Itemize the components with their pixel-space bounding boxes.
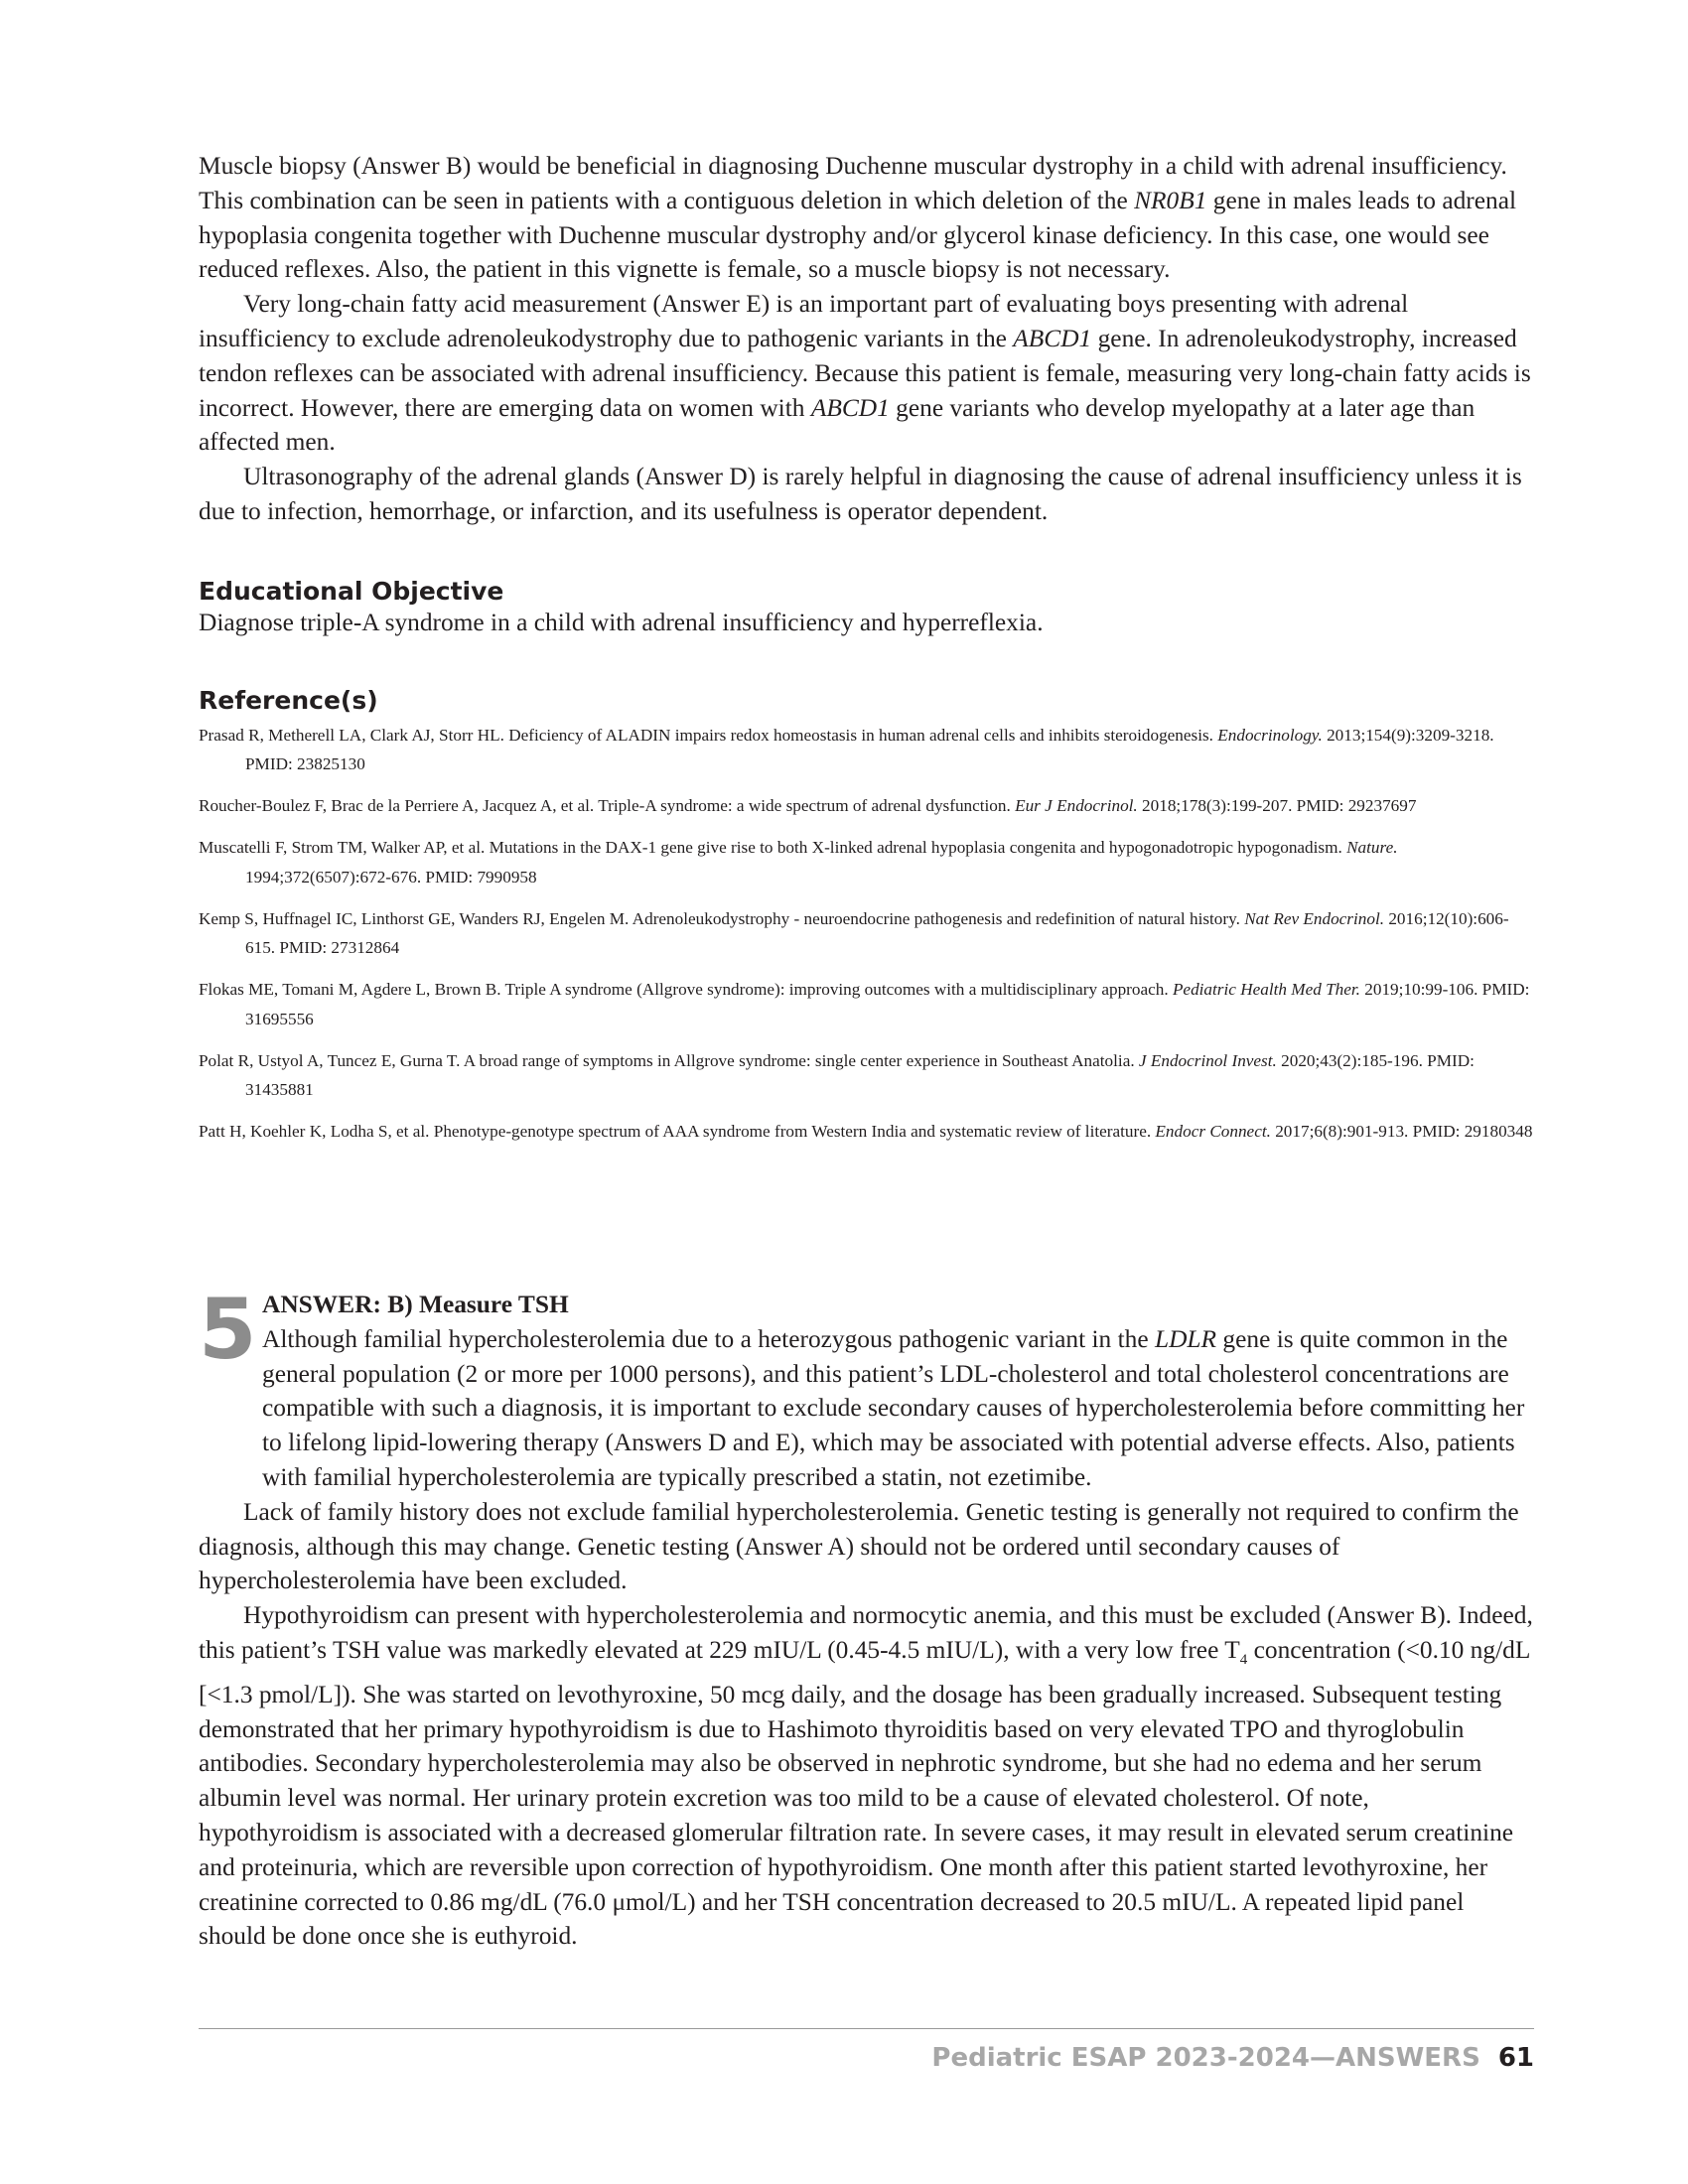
footer-title: Pediatric ESAP 2023-2024—ANSWERS xyxy=(931,2043,1480,2073)
gene-name: LDLR xyxy=(1154,1324,1217,1353)
educational-objective-text: Diagnose triple-A syndrome in a child with adrenal insufficiency and hyperreflexia. xyxy=(199,608,1044,636)
references-heading: Reference(s) xyxy=(199,685,378,715)
educational-objective-heading: Educational Objective xyxy=(199,576,504,606)
reference-item: Flokas ME, Tomani M, Agdere L, Brown B. Triple A syndrome (Allgrove syndrome): improving outcomes with a multidisciplinary approach. Pediatric Health Med Ther. 2019;10:99-106. PMID: 31695556 xyxy=(199,980,1530,1028)
page-content xyxy=(199,149,1534,1159)
reference-item: Muscatelli F, Strom TM, Walker AP, et al. Mutations in the DAX-1 gene give rise to both X-linked adrenal hypoplasia congenita and hypogonadotropic hypogonadism. Nature. 1994;372(6507):672-676. PMID: 7990958 xyxy=(199,838,1398,887)
answer-section xyxy=(199,1281,1534,1954)
reference-item: Roucher-Boulez F, Brac de la Perriere A, Jacquez A, et al. Triple-A syndrome: a wide spectrum of adrenal dysfunction. Eur J Endocrinol. 2018;178(3):199-207. PMID: 29237697 xyxy=(199,796,1417,816)
paragraph-ultrasonography: Ultrasonography of the adrenal glands (Answer D) is rarely helpful in diagnosing the cause of adrenal insufficiency unless it is due to infection, hemorrhage, or infarction, and its usefulness is operator dependent. xyxy=(199,463,1522,525)
reference-item: Prasad R, Metherell LA, Clark AJ, Storr HL. Deficiency of ALADIN impairs redox homeostasis in human adrenal cells and inhibits steroidogenesis. Endocrinology. 2013;154(9):3209-3218. PMID: 23825130 xyxy=(199,725,1494,774)
page-footer xyxy=(931,2043,1534,2073)
answer-title: ANSWER: B) Measure TSH xyxy=(262,1291,569,1318)
answer-paragraph-3: Hypothyroidism can present with hypercholesterolemia and normocytic anemia, and this must be excluded (Answer B). Indeed, this patient’s TSH value was markedly elevated at 229 mIU/L (0.45-4.5 mIU/L), with a very low free $T_4$ concentration (<0.10 ng/dL [<1.3 pmol/L]). She was started on levothyroxine, 50 mcg daily, and the dosage has been gradually increased. Subsequent testing demonstrated that her primary hypothyroidism is due to Hashimoto thyroiditis based on very elevated TPO and thyroglobulin antibodies. Secondary hypercholesterolemia may also be observed in nephrotic syndrome, but she had no edema and her serum albumin level was normal. Her urinary protein excretion was too mild to be a cause of elevated cholesterol. Of note, hypothyroidism is associated with a decreased glomerular filtration rate. In severe cases, it may result in elevated serum creatinine and proteinuria, which are reversible upon correction of hypothyroidism. One month after this patient started levothyroxine, her creatinine corrected to 0.86 mg/dL (76.0 μmol/L) and her TSH concentration decreased to 20.5 mIU/L. A repeated lipid panel should be done once she is euthyroid. xyxy=(199,1601,1533,1951)
reference-item: Patt H, Koehler K, Lodha S, et al. Phenotype-genotype spectrum of AAA syndrome from Western India and systematic review of literature. Endocr Connect. 2017;6(8):901-913. PMID: 29180348 xyxy=(199,1122,1533,1142)
paragraph-vlcfa: Very long-chain fatty acid measurement (Answer E) is an important part of evaluating boys presenting with adrenal insufficiency to exclude adrenoleukodystrophy due to pathogenic variants in the ABCD1 gene. In adrenoleukodystrophy, increased tendon reflexes can be associated with adrenal insufficiency. Because this patient is female, measuring very long-chain fatty acids is incorrect. However, there are emerging data on women with ABCD1 gene variants who develop myelopathy at a later age than affected men. xyxy=(199,290,1531,457)
answer-paragraph-2: Lack of family history does not exclude familial hypercholesterolemia. Genetic testing is generally not required to confirm the diagnosis, although this may change. Genetic testing (Answer A) should not be ordered until secondary causes of hypercholesterolemia have been excluded. xyxy=(199,1497,1519,1595)
subscript: 4 xyxy=(1239,1652,1248,1669)
answer-paragraph-1-lead: Although familial hypercholesterolemia due to a heterozygous pathogenic variant in the LDLR gene is quite common in the general population (2 or more per 1000 persons), and this patient’s LDL-cholesterol and total cholesterol concentrations are compatible with such a diagnosis, it is important to exclude secondary causes of hypercholesterolemia before committing her to lifelong lipid-lowering therapy (Answers D and E), which may be associated with potential adverse effects. Also, patients with familial hypercholesterolemia are typically prescribed a statin, not ezetimibe. xyxy=(262,1324,1525,1491)
gene-name: ABCD1 xyxy=(1013,324,1092,352)
reference-item: Polat R, Ustyol A, Tuncez E, Gurna T. A broad range of symptoms in Allgrove syndrome: single center experience in Southeast Anatolia. J Endocrinol Invest. 2020;43(2):185-196. PMID: 31435881 xyxy=(199,1050,1475,1100)
footer-divider xyxy=(199,2028,1534,2029)
gene-name: ABCD1 xyxy=(810,393,890,422)
reference-item: Kemp S, Huffnagel IC, Linthorst GE, Wanders RJ, Engelen M. Adrenoleukodystrophy - neuroendocrine pathogenesis and redefinition of natural history. Nat Rev Endocrinol. 2016;12(10):606-615. PMID: 27312864 xyxy=(199,908,1509,958)
gene-name: NR0B1 xyxy=(1134,186,1207,214)
reference-list xyxy=(199,721,1534,1147)
page-number: 61 xyxy=(1497,2043,1534,2073)
question-number: 5 xyxy=(199,1281,257,1378)
paragraph-muscle-biopsy: Muscle biopsy (Answer B) would be beneficial in diagnosing Duchenne muscular dystrophy in a child with adrenal insufficiency. This combination can be seen in patients with a contiguous deletion in which deletion of the NR0B1 gene in males leads to adrenal hypoplasia congenita together with Duchenne muscular dystrophy and/or glycerol kinase deficiency. In this case, one would see reduced reflexes. Also, the patient in this vignette is female, so a muscle biopsy is not necessary. xyxy=(199,152,1517,284)
